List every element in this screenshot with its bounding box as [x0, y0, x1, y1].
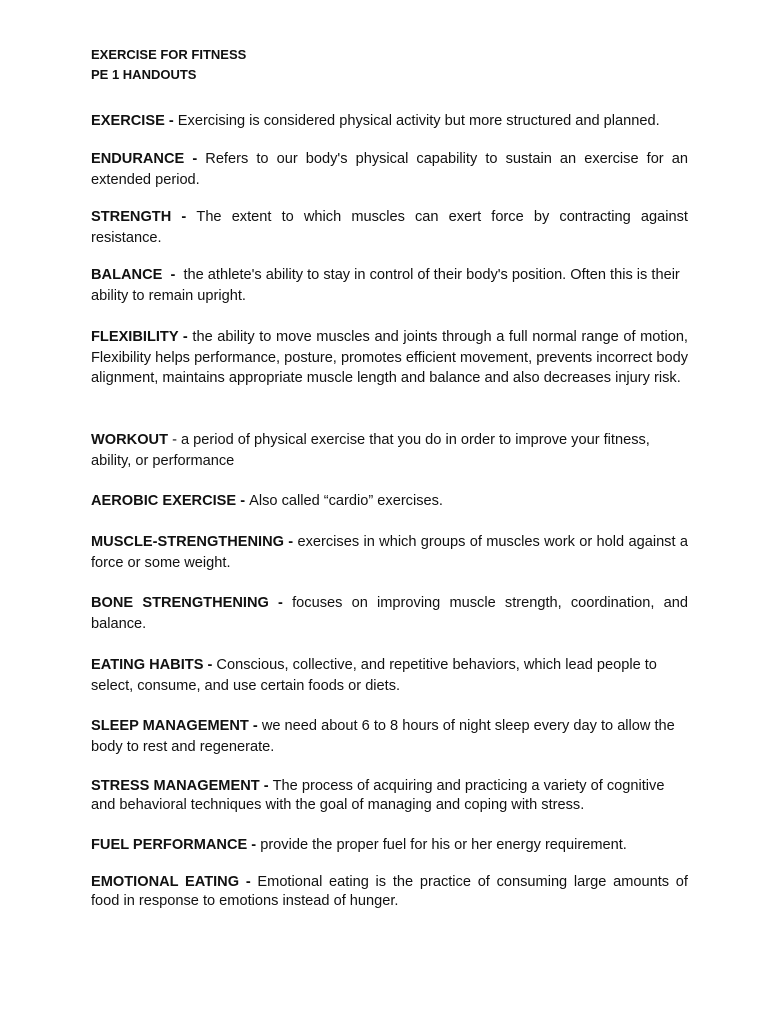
term-name: FUEL PERFORMANCE [91, 837, 248, 853]
term-name: BONE STRENGTHENING [91, 595, 269, 611]
term-definition: The extent to which muscles can exert force by contracting against resistance. [91, 209, 688, 246]
term-definition: Conscious, collective, and repetitive behaviors, which lead people to select, consume, and use certain foods or diets. [91, 657, 657, 694]
term-workout: WORKOUT - a period of physical exercise that you do in order to improve your fitness, ability, or performance [91, 432, 650, 469]
term-name: STRENGTH [91, 209, 172, 225]
term-name: BALANCE [91, 267, 163, 283]
term-name: ENDURANCE [91, 151, 185, 167]
term-definition: the athlete's ability to stay in control of their body's position. Often this is their ability to remain upright. [91, 267, 680, 304]
term-name: WORKOUT [91, 432, 169, 448]
term-sleep-management: SLEEP MANAGEMENT - we need about 6 to 8 hours of night sleep every day to allow the body to rest and regenerate. [91, 718, 675, 755]
term-name: MUSCLE-STRENGTHENING [91, 534, 284, 550]
term-eating-habits: EATING HABITS - Conscious, collective, and repetitive behaviors, which lead people to select, consume, and use certain foods or diets. [91, 657, 657, 694]
term-exercise: EXERCISE - Exercising is considered physical activity but more structured and planned. [91, 113, 660, 129]
term-definition: The process of acquiring and practicing a variety of cognitive and behavioral techniques with the goal of managing and coping with stress. [91, 778, 665, 813]
document-header [91, 45, 246, 85]
term-definition: provide the proper fuel for his or her energy requirement. [260, 837, 627, 853]
term-muscle-strengthening: MUSCLE-STRENGTHENING - exercises in which groups of muscles work or hold against a force or some weight. [91, 534, 688, 571]
document-title: EXERCISE FOR FITNESS [91, 47, 247, 62]
term-fuel-performance: FUEL PERFORMANCE - provide the proper fuel for his or her energy requirement. [91, 837, 627, 853]
term-name: EATING HABITS [91, 657, 204, 673]
term-definition: focuses on improving muscle strength, coordination, and balance. [91, 595, 688, 632]
term-balance: BALANCE - the athlete's ability to stay in control of their body's position. Often this is their ability to remain upright. [91, 267, 680, 304]
term-definition: Refers to our body's physical capability to sustain an exercise for an extended period. [91, 151, 688, 188]
term-emotional-eating: EMOTIONAL EATING - Emotional eating is the practice of consuming large amounts of food in response to emotions instead of hunger. [91, 874, 688, 909]
term-definition: the ability to move muscles and joints through a full normal range of motion, Flexibility helps performance, posture, promotes efficient movement, prevents incorrect body alignment, maintains appropriate muscle length and balance and also decreases injury risk. [91, 329, 688, 386]
term-definition: exercises in which groups of muscles work or hold against a force or some weight. [91, 534, 688, 571]
term-definition: we need about 6 to 8 hours of night sleep every day to allow the body to rest and regenerate. [91, 718, 675, 755]
term-name: SLEEP MANAGEMENT [91, 718, 249, 734]
term-stress-management: STRESS MANAGEMENT - The process of acquiring and practicing a variety of cognitive and behavioral techniques with the goal of managing and coping with stress. [91, 778, 665, 813]
term-name: FLEXIBILITY [91, 329, 179, 345]
document-subtitle: PE 1 HANDOUTS [91, 67, 197, 82]
term-bone-strengthening: BONE STRENGTHENING - focuses on improving muscle strength, coordination, and balance. [91, 595, 688, 632]
term-definition: a period of physical exercise that you do in order to improve your fitness, ability, or performance [91, 432, 650, 469]
term-definition: Emotional eating is the practice of consuming large amounts of food in response to emotions instead of hunger. [91, 874, 688, 909]
term-aerobic-exercise: AEROBIC EXERCISE - Also called “cardio” exercises. [91, 493, 443, 509]
term-definition: Also called “cardio” exercises. [249, 493, 443, 509]
term-name: EMOTIONAL EATING [91, 874, 240, 890]
term-name: EXERCISE [91, 113, 165, 129]
term-name: AEROBIC EXERCISE [91, 493, 237, 509]
term-flexibility: FLEXIBILITY - the ability to move muscles and joints through a full normal range of motion, Flexibility helps performance, posture, promotes efficient movement, prevents incorrect body alignment, maintains appropriate muscle length and balance and also decreases injury risk. [91, 329, 688, 386]
term-strength: STRENGTH - The extent to which muscles can exert force by contracting against resistance. [91, 209, 688, 246]
term-name: STRESS MANAGEMENT [91, 778, 260, 794]
term-endurance: ENDURANCE - Refers to our body's physical capability to sustain an exercise for an extended period. [91, 151, 688, 188]
term-definition: Exercising is considered physical activity but more structured and planned. [177, 113, 660, 129]
